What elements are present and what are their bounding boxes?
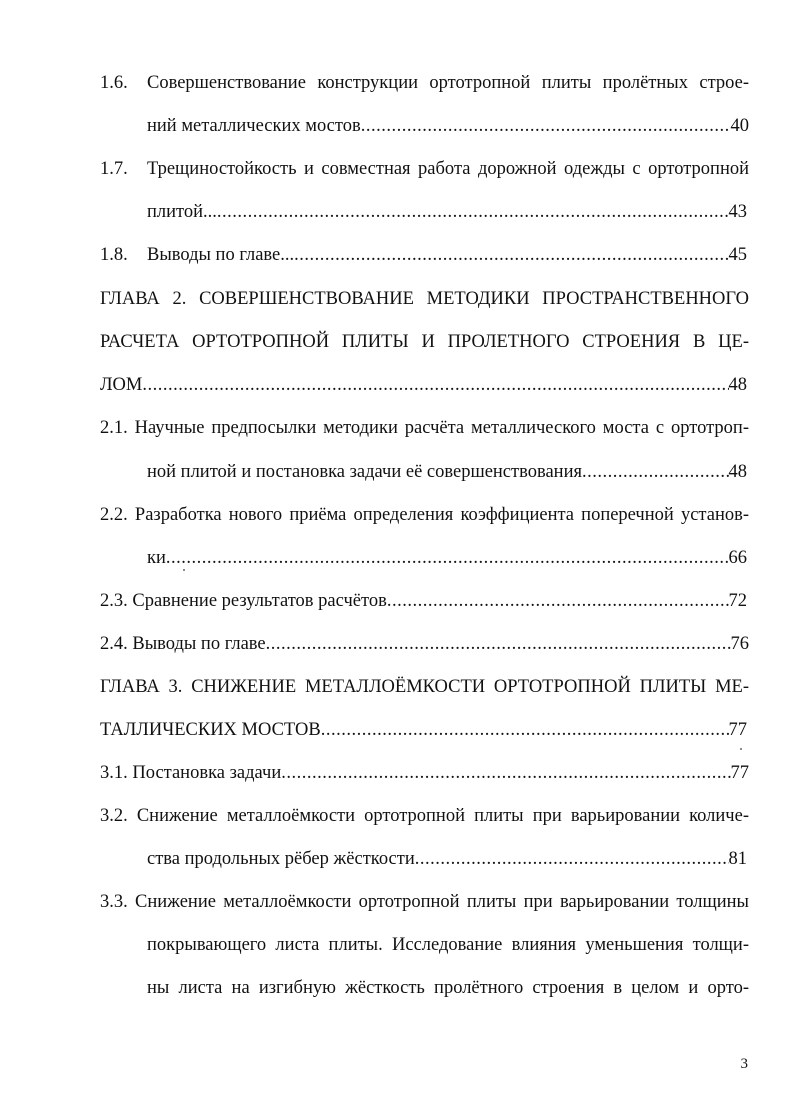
chapter-3-heading-line1: ГЛАВА 3. СНИЖЕНИЕ МЕТАЛЛОЁМКОСТИ ОРТОТРОПНОЙ ПЛИТЫ МЕ- [100,677,749,697]
toc-entry-2-1-title: ной плитой и постановка задачи её совершенствования [147,462,582,482]
leader-dots [321,718,729,742]
toc-entry-3-2-line2[interactable] [147,847,747,871]
leader-dots [166,546,729,570]
leader-dots [294,243,728,267]
toc-page-2-1: 48 [728,462,747,482]
toc-entry-1-8-title: Выводы по главе... [147,245,295,265]
toc-entry-2-2-line1: 2.2. Разработка нового приёма определения коэффициента поперечной установ- [100,505,749,525]
toc-page-2-3: 72 [728,591,747,611]
toc-entry-1-8[interactable] [147,243,747,267]
toc-page-3-2: 81 [728,849,747,869]
scan-speck [183,569,185,571]
leader-dots [361,114,731,138]
toc-entry-2-2-title: ки [147,548,166,568]
toc-page-1-8: 45 [728,245,747,265]
chapter-2-heading-line2: РАСЧЕТА ОРТОТРОПНОЙ ПЛИТЫ И ПРОЛЕТНОГО СТРОЕНИЯ В ЦЕ- [100,332,749,352]
chapter-3-title-end: ТАЛЛИЧЕСКИХ МОСТОВ [100,720,321,740]
leader-dots [266,632,731,656]
leader-dots [387,589,729,613]
toc-page-1-7: 43 [728,202,747,222]
scan-speck [740,748,742,750]
toc-number-1-7: 1.7. [100,159,128,179]
toc-page-2-4: 76 [730,634,749,654]
toc-entry-1-6-line2[interactable] [147,114,749,138]
toc-entry-3-1[interactable] [100,761,749,785]
toc-entry-3-3-line2: покрывающего листа плиты. Исследование влияния уменьшения толщи- [147,935,749,955]
toc-entry-3-3-line1: 3.3. Снижение металлоёмкости ортотропной плиты при варьировании толщины [100,892,749,912]
toc-entry-1-7-title: плитой... [147,202,217,222]
toc-entry-1-6-line1: Совершенствование конструкции ортотропной плиты пролётных строе- [147,73,749,93]
toc-entry-2-1-line1: 2.1. Научные предпосылки методики расчёта металлического моста с ортотроп- [100,418,749,438]
toc-entry-2-1-line2[interactable] [147,460,747,484]
toc-entry-1-7-line1: Трещиностойкость и совместная работа дорожной одежды с ортотропной [147,159,749,179]
toc-page-3-1: 77 [730,763,749,783]
toc-entry-1-7-line2[interactable] [147,200,747,224]
leader-dots [281,761,730,785]
leader-dots [582,460,729,484]
toc-entry-2-3-title: 2.3. Сравнение результатов расчётов [100,591,387,611]
toc-entry-1-6-title: ний металлических мостов [147,116,361,136]
page-number: 3 [740,1056,748,1072]
toc-number-1-6: 1.6. [100,73,128,93]
toc-page-1-6: 40 [730,116,749,136]
toc-entry-3-2-title: ства продольных рёбер жёсткости [147,849,415,869]
chapter-3-heading-line2[interactable] [100,718,747,742]
toc-page-chapter-2: 48 [728,375,747,395]
toc-entry-3-3-line3: ны листа на изгибную жёсткость пролётного строения в целом и орто- [147,978,749,998]
leader-dots [142,373,728,397]
toc-entry-2-4[interactable] [100,632,749,656]
toc-entry-2-2-line2[interactable] [147,546,747,570]
toc-entry-2-3[interactable] [100,589,747,613]
toc-page-chapter-3: 77 [728,720,747,740]
leader-dots [415,847,729,871]
toc-entry-3-2-line1: 3.2. Снижение металлоёмкости ортотропной плиты при варьировании количе- [100,806,749,826]
toc-entry-3-1-title: 3.1. Постановка задачи [100,763,282,783]
leader-dots [217,200,729,224]
toc-entry-2-4-title: 2.4. Выводы по главе [100,634,266,654]
toc-number-1-8: 1.8. [100,245,128,265]
chapter-2-heading-line3[interactable] [100,373,747,397]
chapter-2-heading-line1: ГЛАВА 2. СОВЕРШЕНСТВОВАНИЕ МЕТОДИКИ ПРОСТРАНСТВЕННОГО [100,289,749,309]
toc-page-2-2: 66 [728,548,747,568]
chapter-2-title-end: ЛОМ [100,375,143,395]
